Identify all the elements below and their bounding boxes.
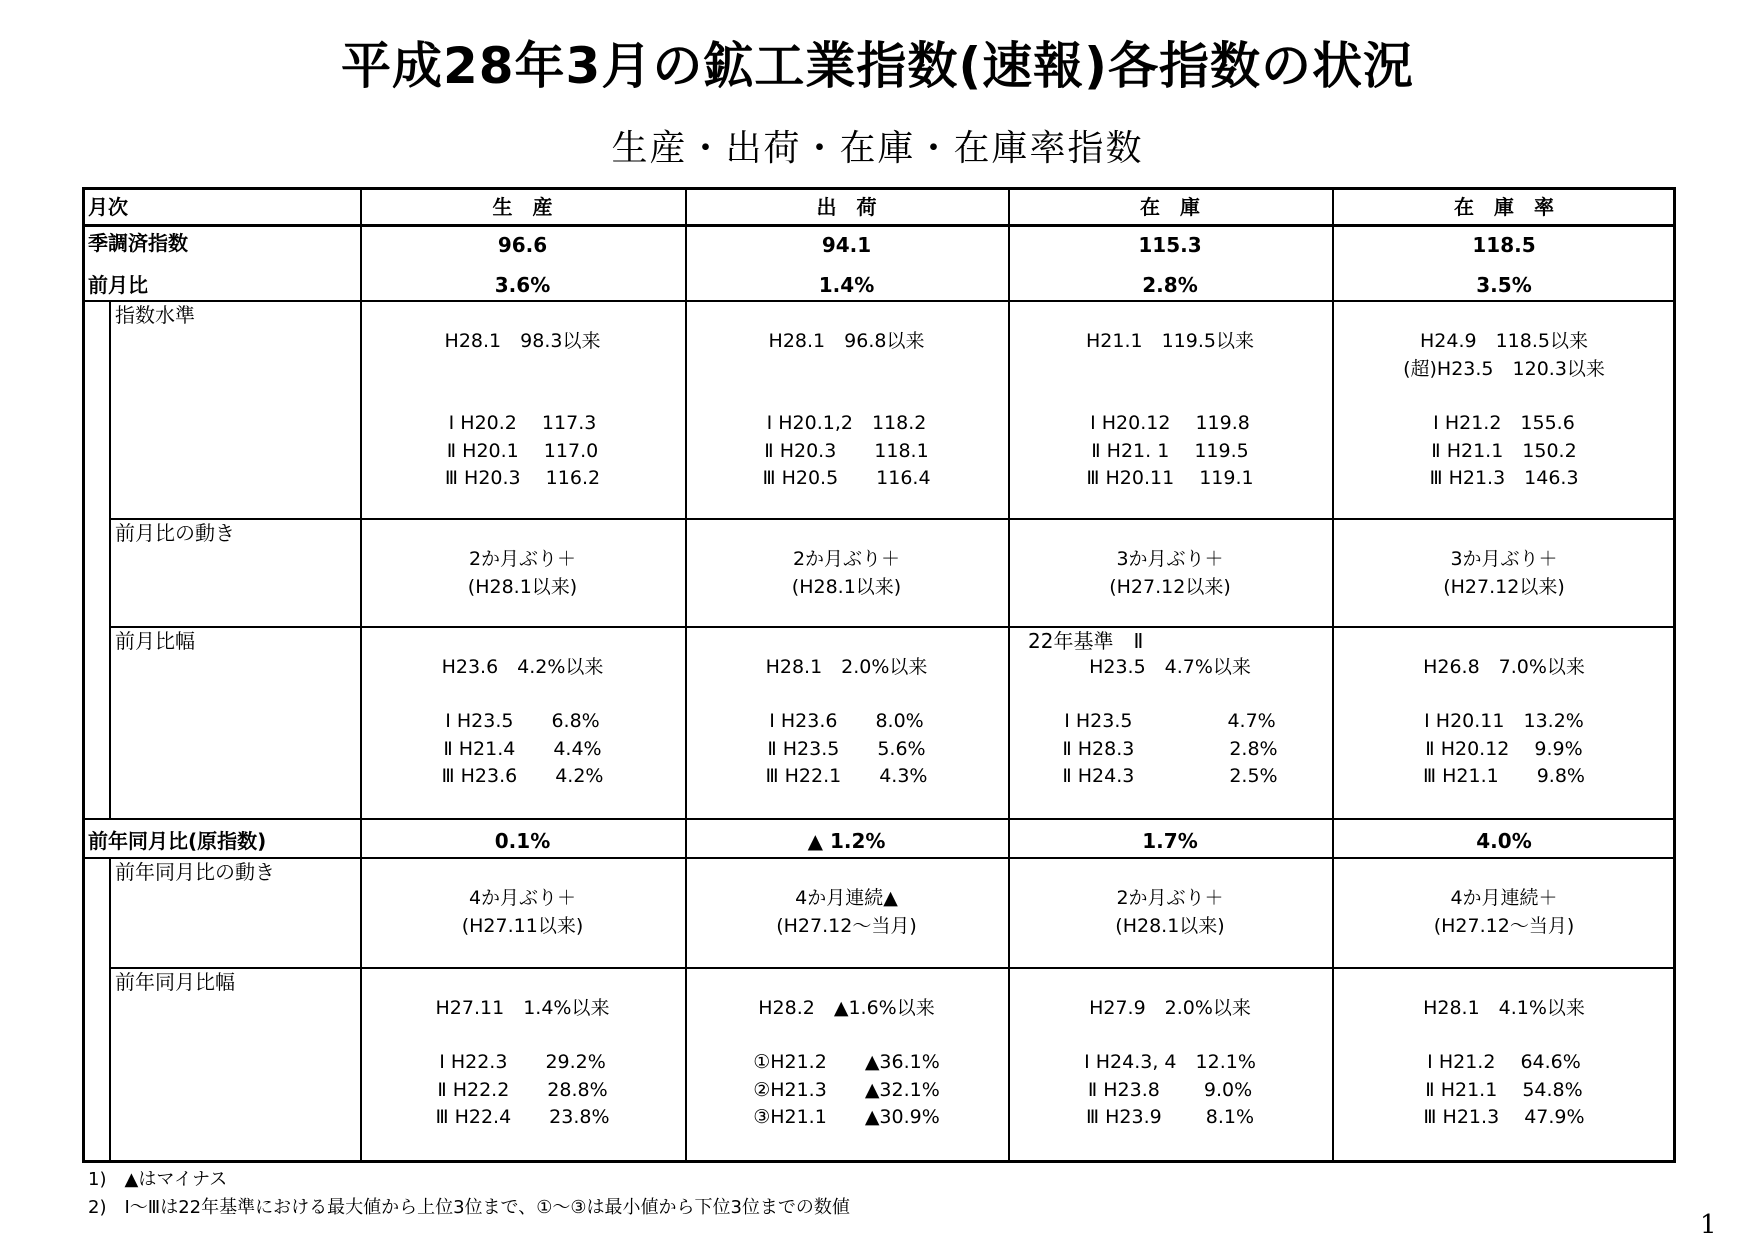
yoy-width-ranks: Ⅰ H21.2 64.6% Ⅱ H21.1 54.8% Ⅲ H21.3 47.9%	[1423, 1051, 1585, 1128]
mom-value: 1.4%	[818, 273, 875, 297]
row-label-yoy-width: 前年同月比幅	[115, 970, 235, 994]
seasonal-value: 118.5	[1472, 233, 1536, 257]
footnote-1: 1) ▲はマイナス	[88, 1169, 228, 1190]
row-divider-width	[82, 818, 1676, 820]
seasonal-value: 115.3	[1138, 233, 1202, 257]
row-label-level: 指数水準	[115, 303, 195, 327]
mom-width-since: H28.1 2.0%以来	[765, 656, 928, 678]
row-label-mom: 前月比	[88, 273, 148, 297]
page-number: 1	[1700, 1210, 1717, 1240]
header-inventory: 在 庫	[1140, 195, 1200, 219]
level-ranks: Ⅰ H20.12 119.8 Ⅱ H21. 1 119.5 Ⅲ H20.11 119.1	[1086, 412, 1254, 489]
row-label-yoy: 前年同月比(原指数)	[88, 829, 267, 853]
mom-move: 3か月ぶり＋ (H27.12以来)	[1443, 548, 1565, 598]
level-since: H28.1 98.3以来	[444, 330, 601, 352]
yoy-move: 2か月ぶり＋ (H28.1以来)	[1115, 887, 1225, 937]
mom-width-ranks: Ⅰ H20.11 13.2% Ⅱ H20.12 9.9% Ⅲ H21.1 9.8%	[1422, 710, 1585, 787]
row-divider-mom	[82, 300, 1676, 302]
mom-width-since: H23.6 4.2%以来	[441, 656, 604, 678]
yoy-width-since: H28.2 ▲1.6%以来	[758, 997, 935, 1019]
yoy-move: 4か月ぶり＋ (H27.11以来)	[461, 887, 584, 937]
sub-indent-line	[109, 857, 111, 1163]
mom-width-since: H23.5 4.7%以来	[1089, 656, 1251, 678]
mom-width-ranks: Ⅰ H23.5 4.7% Ⅱ H28.3 2.8% Ⅱ H24.3 2.5%	[1062, 710, 1278, 787]
yoy-move: 4か月連続▲ (H27.12～当月)	[776, 887, 917, 937]
sub-indent-line	[109, 300, 111, 818]
level-since: H28.1 96.8以来	[768, 330, 925, 352]
level-ranks: Ⅰ H21.2 155.6 Ⅱ H21.1 150.2 Ⅲ H21.3 146.3	[1429, 412, 1579, 489]
row-divider-header	[82, 224, 1676, 227]
row-divider-yoy-move	[109, 967, 1676, 969]
mom-width-ranks: Ⅰ H23.6 8.0% Ⅱ H23.5 5.6% Ⅲ H22.1 4.3%	[765, 710, 928, 787]
yoy-value: 4.0%	[1476, 829, 1532, 853]
yoy-value: 0.1%	[494, 829, 551, 853]
row-label-yoy-move: 前年同月比の動き	[115, 860, 275, 884]
mom-value: 3.5%	[1476, 273, 1532, 297]
header-shipment: 出 荷	[816, 195, 877, 219]
yoy-value: 1.7%	[1142, 829, 1198, 853]
yoy-width-since: H27.9 2.0%以来	[1089, 997, 1251, 1019]
yoy-width-since: H28.1 4.1%以来	[1423, 997, 1585, 1019]
row-divider-level	[109, 518, 1676, 520]
footnote-2: 2) Ⅰ～Ⅲは22年基準における最大値から上位3位まで、①～③は最小値から下位3位までの数値	[88, 1197, 850, 1218]
row-label-seasonal: 季調済指数	[88, 231, 188, 255]
mom-value: 2.8%	[1142, 273, 1198, 297]
row-divider-yoy	[82, 857, 1676, 859]
mom-move: 2か月ぶり＋ (H28.1以来)	[467, 548, 578, 598]
yoy-width-ranks: Ⅰ H22.3 29.2% Ⅱ H22.2 28.8% Ⅲ H22.4 23.8%	[435, 1051, 610, 1128]
mom-width-ranks: Ⅰ H23.5 6.8% Ⅱ H21.4 4.4% Ⅲ H23.6 4.2%	[441, 710, 604, 787]
page-title: 平成28年3月の鉱工業指数(速報)各指数の状況	[340, 37, 1415, 95]
yoy-move: 4か月連続＋ (H27.12～当月)	[1433, 887, 1575, 937]
yoy-value: ▲ 1.2%	[807, 829, 886, 853]
seasonal-value: 94.1	[821, 233, 872, 257]
level-ranks: Ⅰ H20.2 117.3 Ⅱ H20.1 117.0 Ⅲ H20.3 116.2	[444, 412, 601, 489]
mom-move: 3か月ぶり＋ (H27.12以来)	[1109, 548, 1231, 598]
mom-width-base-note: 22年基準 Ⅱ	[1028, 629, 1144, 653]
level-since: H24.9 118.5以来 (超)H23.5 120.3以来	[1403, 330, 1605, 380]
yoy-width-since: H27.11 1.4%以来	[435, 997, 610, 1019]
header-inventory-ratio: 在 庫 率	[1454, 195, 1554, 219]
yoy-width-ranks: Ⅰ H24.3, 4 12.1% Ⅱ H23.8 9.0% Ⅲ H23.9 8.1%	[1084, 1051, 1256, 1128]
mom-value: 3.6%	[494, 273, 551, 297]
mom-width-since: H26.8 7.0%以来	[1423, 656, 1585, 678]
header-month: 月次	[88, 195, 128, 219]
row-divider-move	[109, 626, 1676, 628]
level-ranks: Ⅰ H20.1,2 118.2 Ⅱ H20.3 118.1 Ⅲ H20.5 116.4	[762, 412, 931, 489]
row-label-mom-width: 前月比幅	[115, 629, 195, 653]
page-subtitle: 生産・出荷・在庫・在庫率指数	[611, 128, 1144, 169]
seasonal-value: 96.6	[497, 233, 548, 257]
level-since: H21.1 119.5以来	[1086, 330, 1254, 352]
yoy-width-ranks: ①H21.2 ▲36.1% ②H21.3 ▲32.1% ③H21.1 ▲30.9%	[753, 1051, 940, 1128]
header-production: 生 産	[492, 195, 553, 219]
row-label-mom-move: 前月比の動き	[115, 521, 235, 545]
mom-move: 2か月ぶり＋ (H28.1以来)	[791, 548, 902, 598]
